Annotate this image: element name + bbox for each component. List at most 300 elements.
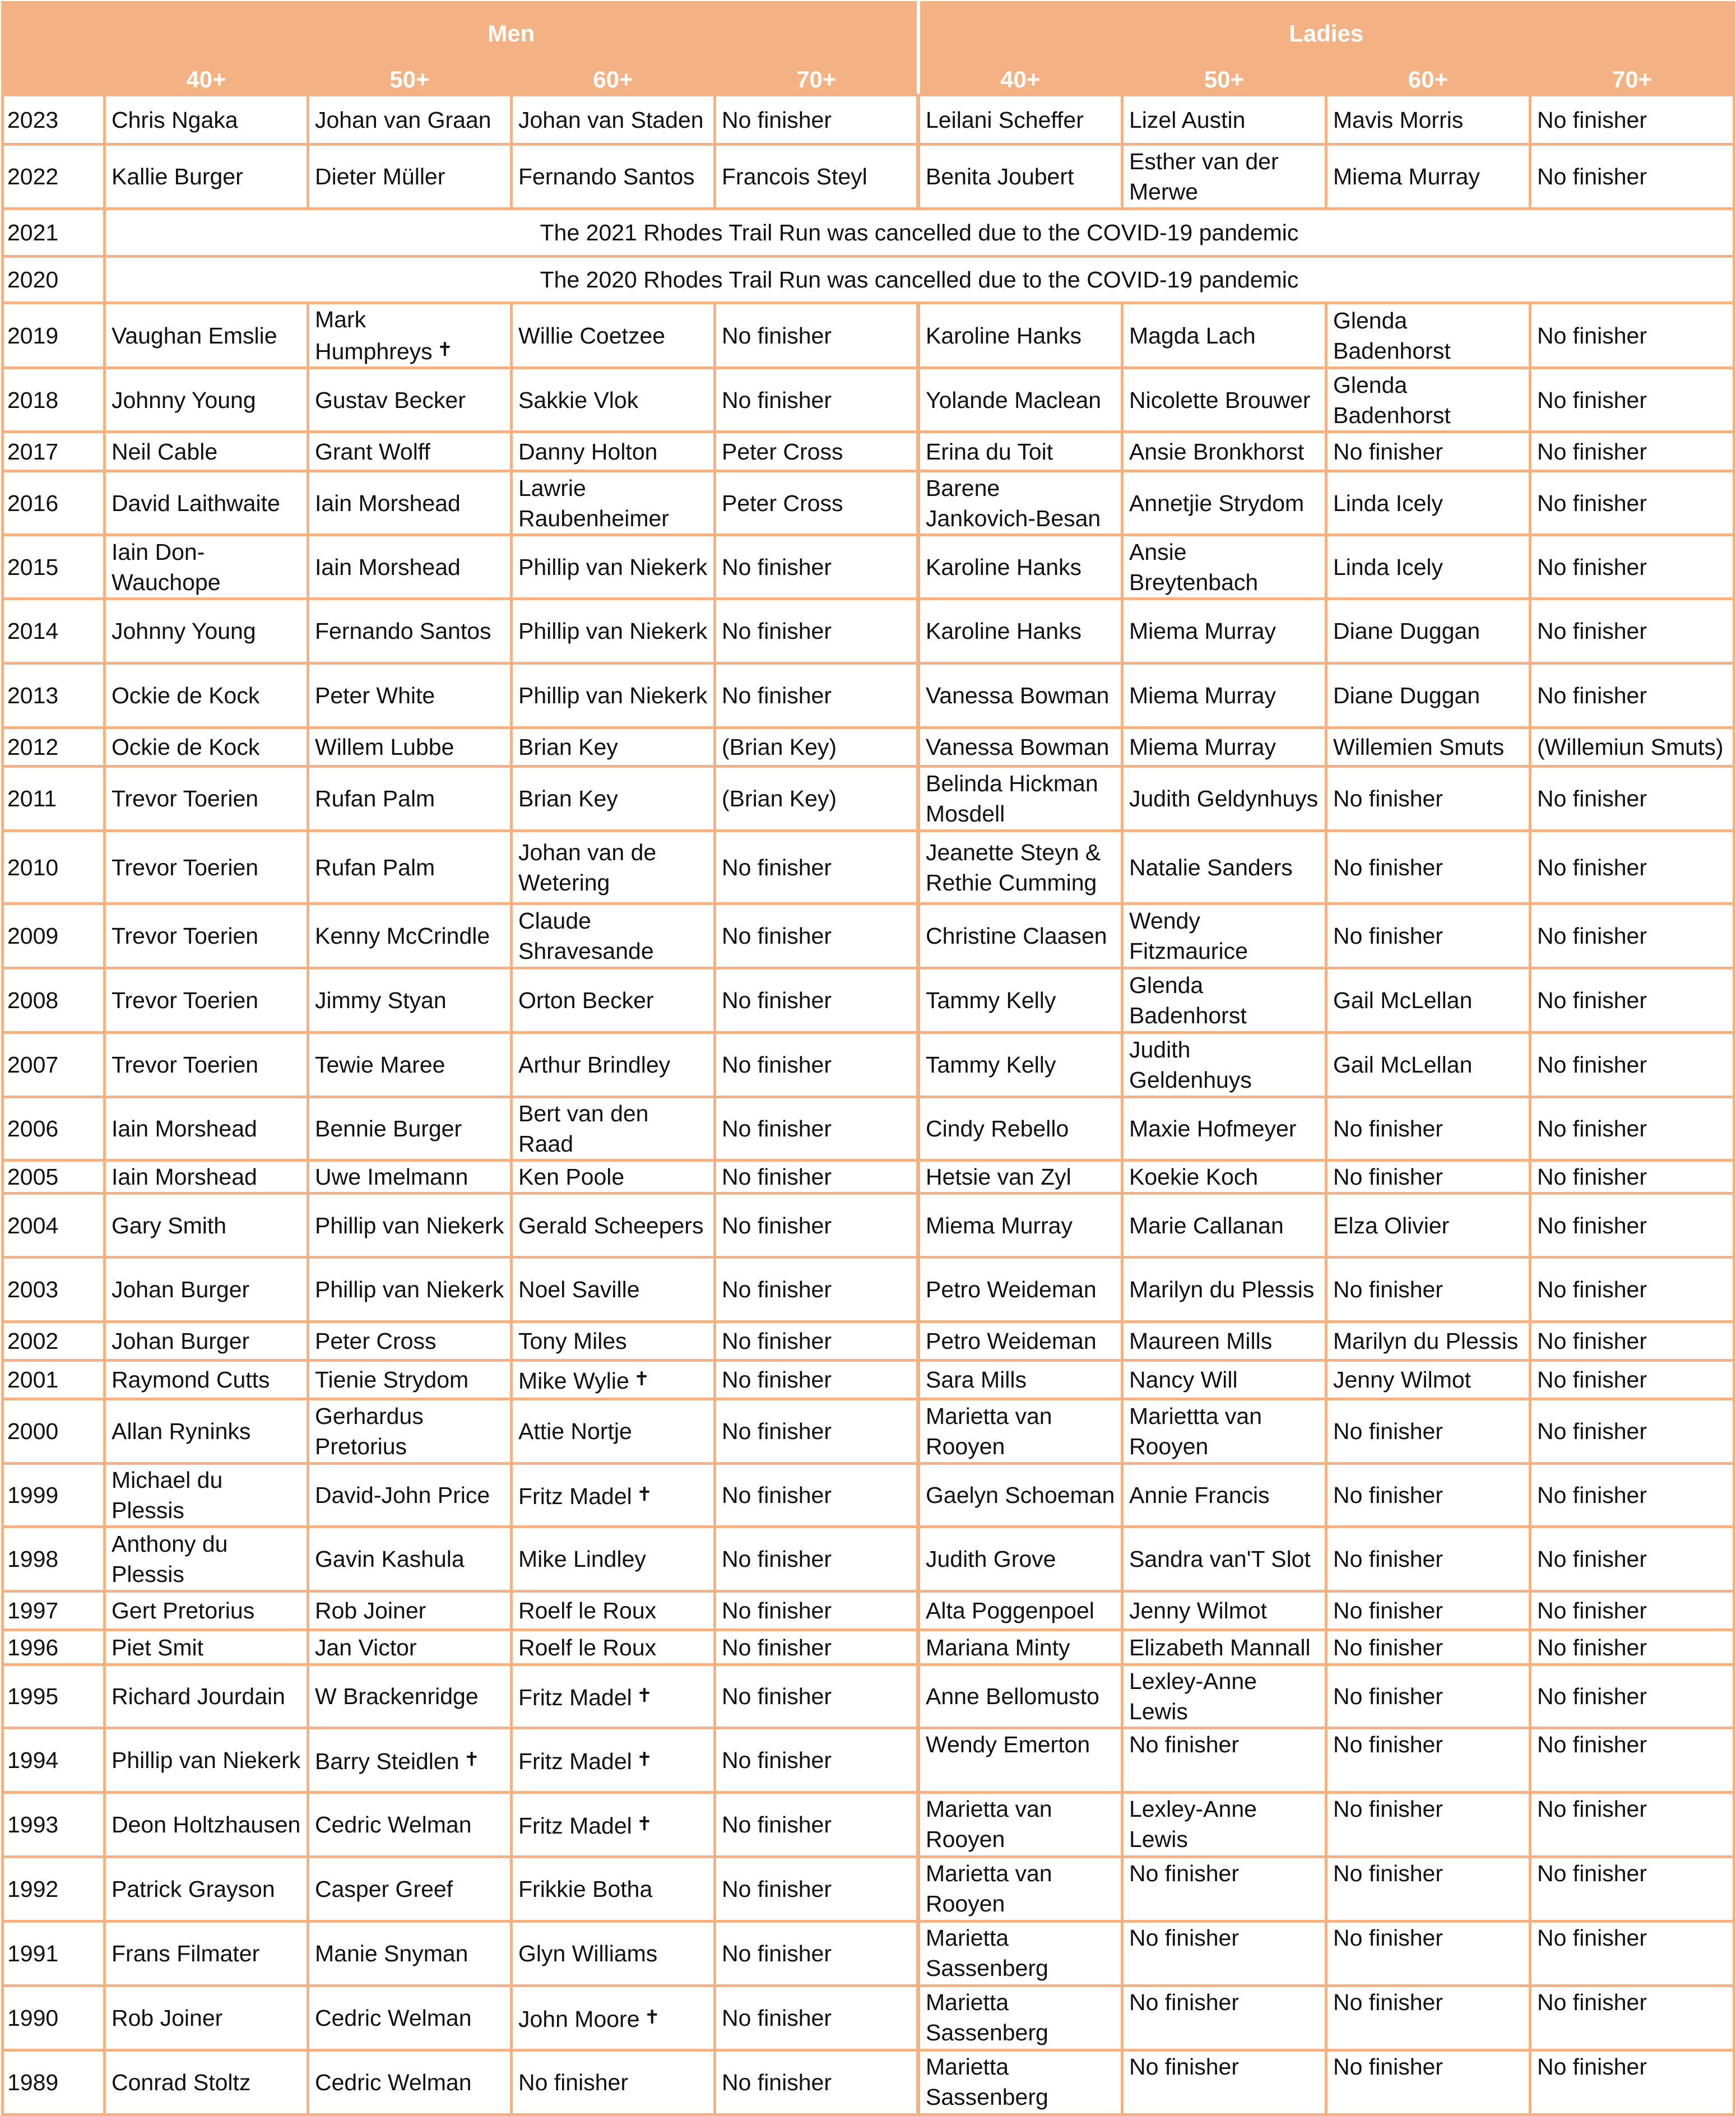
winner-cell-men-50	[308, 1194, 512, 1257]
winner-cell-men-40	[105, 1793, 308, 1857]
deceased-dagger-icon: ✝	[636, 1685, 653, 1706]
winner-cell-ladies-40	[918, 1322, 1122, 1361]
table-row	[3, 1322, 1734, 1361]
winner-name: No finisher	[722, 1598, 832, 1623]
winner-cell-ladies-40	[918, 1630, 1122, 1665]
winner-name: No finisher	[1333, 1860, 1443, 1886]
winner-cell-ladies-70	[1530, 1527, 1734, 1591]
winner-cell-men-70	[715, 1322, 918, 1361]
winner-cell-ladies-40	[918, 1527, 1122, 1591]
winner-cell-men-70	[715, 1527, 918, 1591]
year-cell: 1992	[3, 1857, 105, 1922]
winner-cell-men-70	[715, 1097, 918, 1161]
year-cell: 1996	[3, 1630, 105, 1665]
winner-cell-men-50	[308, 728, 512, 767]
table-row	[3, 831, 1734, 904]
winner-cell-ladies-60	[1326, 1464, 1530, 1527]
winner-cell-ladies-50	[1122, 1793, 1326, 1857]
year-cell: 1993	[3, 1793, 105, 1857]
winner-cell-men-50	[308, 1322, 512, 1361]
winner-cell-men-70	[715, 1591, 918, 1630]
winner-name: No finisher	[1537, 1732, 1647, 1757]
winner-name: Gail McLellan	[1333, 1052, 1473, 1078]
year-cell: 2004	[3, 1194, 105, 1257]
winner-name: Tony Miles	[518, 1328, 627, 1354]
winner-cell-ladies-60	[1326, 1793, 1530, 1857]
table-row	[3, 1728, 1734, 1793]
winner-name: Marietta Sassenberg	[926, 1989, 1048, 2045]
winner-cell-men-70	[715, 663, 918, 728]
winner-name: Mike Wylie	[518, 1367, 629, 1394]
winner-name: Casper Greef	[315, 1876, 453, 1902]
winner-name: Phillip van Niekerk	[518, 554, 708, 580]
ladies-category-70: 70+	[1530, 64, 1734, 95]
winner-cell-men-70	[715, 2050, 918, 2115]
winner-name: No finisher	[722, 1212, 832, 1238]
winner-name: Judith Geldynhuys	[1129, 786, 1319, 811]
year-cell: 2017	[3, 432, 105, 471]
winner-cell-men-60	[512, 368, 715, 432]
winner-cell-ladies-70	[1530, 904, 1734, 968]
winner-cell-ladies-40	[918, 95, 1122, 145]
table-row	[3, 1399, 1734, 1464]
winner-cell-men-60	[512, 1464, 715, 1527]
winner-name: No finisher	[722, 387, 832, 413]
ladies-category-40: 40+	[918, 64, 1122, 95]
winner-name: Miema Murray	[926, 1212, 1073, 1238]
winner-name: Hetsie van Zyl	[926, 1164, 1071, 1190]
winner-name: Christine Claasen	[926, 923, 1107, 949]
winner-cell-ladies-40	[918, 599, 1122, 663]
winner-name: Sandra van'T Slot	[1129, 1546, 1311, 1572]
winner-name: No finisher	[1537, 2054, 1647, 2080]
winner-name: Vaughan Emslie	[112, 322, 277, 349]
winner-name: Cedric Welman	[315, 2005, 472, 2031]
winner-cell-men-60	[512, 1257, 715, 1322]
winner-cell-ladies-50	[1122, 904, 1326, 968]
winner-cell-men-70	[715, 904, 918, 968]
header-group-row	[3, 3, 1734, 64]
winner-cell-men-40	[105, 1194, 308, 1257]
winner-cell-ladies-50	[1122, 767, 1326, 831]
winner-name: Uwe Imelmann	[315, 1164, 468, 1190]
winner-cell-men-40	[105, 535, 308, 599]
year-cell: 2013	[3, 663, 105, 728]
winner-cell-men-50	[308, 432, 512, 471]
winner-cell-ladies-70	[1530, 663, 1734, 728]
winner-name: Wendy Emerton	[926, 1732, 1090, 1757]
winner-name: No finisher	[722, 1328, 832, 1354]
winner-cell-ladies-60	[1326, 1399, 1530, 1464]
winner-cell-men-60	[512, 2050, 715, 2115]
winner-name: Jimmy Styan	[315, 987, 447, 1013]
winner-cell-men-50	[308, 1161, 512, 1194]
winner-cell-men-60	[512, 599, 715, 663]
winner-name: No finisher	[722, 987, 832, 1013]
winner-name: Koekie Koch	[1129, 1164, 1259, 1190]
winner-name: Deon Holtzhausen	[112, 1812, 301, 1837]
winner-name: Gary Smith	[112, 1212, 227, 1238]
winner-cell-ladies-50	[1122, 1630, 1326, 1665]
winner-cell-men-60	[512, 767, 715, 831]
winner-cell-ladies-40	[918, 303, 1122, 368]
winner-name: Jenny Wilmot	[1129, 1598, 1268, 1623]
winner-name: Mariana Minty	[926, 1634, 1070, 1660]
winner-cell-ladies-40	[918, 831, 1122, 904]
winner-cell-ladies-50	[1122, 535, 1326, 599]
winner-cell-ladies-60	[1326, 1986, 1530, 2050]
winner-cell-men-60	[512, 1665, 715, 1728]
winner-name: Kallie Burger	[112, 164, 243, 189]
ladies-category-60: 60+	[1326, 64, 1530, 95]
winner-name: Glyn Williams	[518, 1941, 658, 1966]
results-table-container	[1, 1, 1733, 2116]
winner-cell-men-60	[512, 535, 715, 599]
winner-name: Fritz Madel	[518, 1812, 632, 1839]
winner-cell-men-60	[512, 831, 715, 904]
table-row	[3, 1986, 1734, 2050]
winner-cell-men-50	[308, 2050, 512, 2115]
winner-cell-men-40	[105, 831, 308, 904]
winner-name: Barry Steidlen	[315, 1748, 459, 1774]
winner-cell-men-40	[105, 1097, 308, 1161]
winner-cell-ladies-60	[1326, 145, 1530, 209]
winner-name: Karoline Hanks	[926, 618, 1082, 644]
winner-cell-ladies-50	[1122, 663, 1326, 728]
winner-cell-men-50	[308, 95, 512, 145]
winner-name: Johan Burger	[112, 1277, 250, 1302]
winner-name: No finisher	[722, 1116, 832, 1141]
winner-name: No finisher	[1129, 1989, 1239, 2015]
winner-cell-ladies-40	[918, 432, 1122, 471]
year-cell: 2008	[3, 968, 105, 1033]
winner-name: Raymond Cutts	[112, 1367, 270, 1393]
winner-cell-men-40	[105, 767, 308, 831]
winner-cell-ladies-70	[1530, 1630, 1734, 1665]
winner-name: (Brian Key)	[722, 734, 837, 760]
winner-name: No finisher	[722, 1876, 832, 1902]
winner-name: Erina du Toit	[926, 438, 1053, 465]
winner-name: Tammy Kelly	[926, 1052, 1056, 1078]
winner-name: Diane Duggan	[1333, 618, 1480, 644]
winner-name: Johan Burger	[112, 1328, 250, 1354]
winner-cell-men-60	[512, 1591, 715, 1630]
winner-name: Roelf le Roux	[518, 1598, 657, 1623]
winner-name: Petro Weideman	[926, 1328, 1097, 1354]
winner-name: No finisher	[1537, 1796, 1647, 1822]
winner-cell-ladies-70	[1530, 368, 1734, 432]
year-cell: 2020	[3, 257, 105, 303]
winner-name: Iain Morshead	[315, 554, 461, 580]
winner-cell-ladies-60	[1326, 1033, 1530, 1097]
winner-cell-men-50	[308, 1257, 512, 1322]
winner-cell-ladies-60	[1326, 831, 1530, 904]
winner-cell-men-50	[308, 535, 512, 599]
winner-name: No finisher	[722, 322, 832, 349]
winner-cell-men-70	[715, 1361, 918, 1399]
winner-cell-ladies-70	[1530, 1361, 1734, 1399]
winner-cell-ladies-70	[1530, 728, 1734, 767]
winner-name: Ansie Bronkhorst	[1129, 438, 1305, 465]
table-row	[3, 1464, 1734, 1527]
winner-name: Johan van Graan	[315, 106, 491, 133]
winner-cell-ladies-70	[1530, 1793, 1734, 1857]
winner-cell-men-40	[105, 432, 308, 471]
winner-cell-ladies-50	[1122, 1464, 1326, 1527]
winner-cell-men-70	[715, 1793, 918, 1857]
winner-cell-ladies-60	[1326, 1527, 1530, 1591]
winner-cell-ladies-70	[1530, 1728, 1734, 1793]
winner-name: No finisher	[1333, 1796, 1443, 1822]
winner-name: Rob Joiner	[315, 1598, 426, 1623]
winner-name: No finisher	[722, 1277, 832, 1302]
winner-name: Iain Morshead	[315, 490, 461, 516]
winner-name: No finisher	[722, 1683, 832, 1709]
winner-name: No finisher	[1537, 322, 1647, 349]
winner-name: Lexley-Anne Lewis	[1129, 1668, 1257, 1724]
winner-cell-men-70	[715, 1857, 918, 1922]
winner-cell-men-60	[512, 95, 715, 145]
winner-name: Yolande Maclean	[926, 387, 1102, 413]
year-cell: 2019	[3, 303, 105, 368]
winner-cell-men-60	[512, 968, 715, 1033]
winner-name: No finisher	[1537, 1683, 1647, 1709]
winner-cell-men-70	[715, 968, 918, 1033]
winner-name: No finisher	[722, 1747, 832, 1773]
winner-cell-ladies-70	[1530, 2050, 1734, 2115]
winner-cell-men-50	[308, 1857, 512, 1922]
winner-name: Rufan Palm	[315, 854, 435, 880]
winner-name: Tammy Kelly	[926, 987, 1056, 1013]
winner-name: Trevor Toerien	[112, 1052, 259, 1078]
year-cell: 1998	[3, 1527, 105, 1591]
winner-cell-ladies-60	[1326, 1591, 1530, 1630]
winner-name: Phillip van Niekerk	[315, 1277, 504, 1302]
winner-name: No finisher	[1537, 1052, 1647, 1078]
table-row	[3, 1194, 1734, 1257]
winner-name: Lexley-Anne Lewis	[1129, 1796, 1257, 1852]
winner-name: Glenda Badenhorst	[1129, 972, 1247, 1028]
winner-name: No finisher	[1537, 1418, 1647, 1444]
winner-name: Fernando Santos	[518, 164, 695, 189]
year-cell: 2005	[3, 1161, 105, 1194]
winner-name: No finisher	[1537, 164, 1647, 189]
winner-name: Ansie Breytenbach	[1129, 539, 1259, 595]
winner-cell-ladies-70	[1530, 535, 1734, 599]
winner-name: No finisher	[1333, 1732, 1443, 1757]
winner-cell-ladies-60	[1326, 1922, 1530, 1986]
header-category-row	[3, 64, 1734, 95]
winner-name: No finisher	[722, 554, 832, 580]
winner-name: Magda Lach	[1129, 322, 1256, 349]
winner-cell-ladies-40	[918, 1986, 1122, 2050]
winner-name: No finisher	[722, 923, 832, 949]
winner-name: Gerald Scheepers	[518, 1212, 704, 1238]
winner-name: Elizabeth Mannall	[1129, 1634, 1311, 1660]
winner-name: Kenny McCrindle	[315, 923, 490, 949]
winner-cell-ladies-60	[1326, 1665, 1530, 1728]
winner-name: Diane Duggan	[1333, 683, 1480, 708]
winner-name: Vanessa Bowman	[926, 683, 1110, 708]
winner-cell-ladies-60	[1326, 663, 1530, 728]
winner-name: Iain Morshead	[112, 1116, 257, 1141]
winner-name: No finisher	[1537, 1546, 1647, 1572]
winner-cell-ladies-40	[918, 1793, 1122, 1857]
winner-cell-ladies-40	[918, 663, 1122, 728]
winner-cell-ladies-60	[1326, 1194, 1530, 1257]
winner-cell-men-60	[512, 904, 715, 968]
winner-name: Vanessa Bowman	[926, 734, 1110, 760]
winner-name: Miema Murray	[1333, 164, 1480, 189]
winner-name: Fritz Madel	[518, 1483, 632, 1509]
winner-name: Jan Victor	[315, 1634, 417, 1660]
winner-name: David Laithwaite	[112, 490, 280, 516]
winner-cell-ladies-70	[1530, 1257, 1734, 1322]
winner-name: Jeanette Steyn & Rethie Cumming	[926, 839, 1101, 895]
winner-name: No finisher	[1537, 387, 1647, 413]
winner-name: No finisher	[1537, 1164, 1647, 1190]
winner-cell-men-50	[308, 1464, 512, 1527]
winner-name: No finisher	[1333, 923, 1443, 949]
year-cell: 2006	[3, 1097, 105, 1161]
winner-name: No finisher	[722, 1546, 832, 1572]
winner-name: No finisher	[1537, 1925, 1647, 1951]
winner-name: Ken Poole	[518, 1164, 625, 1190]
winner-cell-ladies-60	[1326, 535, 1530, 599]
winner-cell-men-60	[512, 1097, 715, 1161]
winner-cell-men-40	[105, 1033, 308, 1097]
winner-name: David-John Price	[315, 1482, 490, 1508]
winner-name: Patrick Grayson	[112, 1876, 275, 1902]
winner-name: Glenda Badenhorst	[1333, 307, 1451, 364]
winner-name: Michael du Plessis	[112, 1467, 223, 1523]
winner-cell-ladies-70	[1530, 1986, 1734, 2050]
winner-cell-men-40	[105, 1161, 308, 1194]
winner-name: Cedric Welman	[315, 2069, 472, 2095]
winner-name: No finisher	[1333, 1683, 1443, 1709]
winner-cell-ladies-50	[1122, 831, 1326, 904]
winner-name: No finisher	[722, 1164, 832, 1190]
winner-name: Mark Humphreys	[315, 307, 433, 364]
winner-name: Miema Murray	[1129, 683, 1276, 708]
winner-cell-men-60	[512, 1793, 715, 1857]
table-body	[3, 95, 1734, 2115]
winner-cell-men-50	[308, 303, 512, 368]
winner-name: Willie Coetzee	[518, 322, 666, 349]
winner-name: Danny Holton	[518, 438, 658, 465]
winner-cell-men-60	[512, 663, 715, 728]
winner-cell-men-40	[105, 599, 308, 663]
year-cell: 2021	[3, 209, 105, 257]
winner-cell-ladies-60	[1326, 1728, 1530, 1793]
winner-name: No finisher	[1537, 1277, 1647, 1302]
winner-cell-men-60	[512, 1922, 715, 1986]
table-row	[3, 767, 1734, 831]
year-cell: 2023	[3, 95, 105, 145]
winner-name: Piet Smit	[112, 1634, 204, 1660]
winner-name: No finisher	[1333, 1598, 1443, 1623]
table-row	[3, 1591, 1734, 1630]
winner-cell-men-70	[715, 1464, 918, 1527]
winner-name: Fritz Madel	[518, 1748, 632, 1774]
winner-cell-men-70	[715, 599, 918, 663]
winner-name: Ockie de Kock	[112, 683, 260, 708]
winner-name: Manie Snyman	[315, 1941, 468, 1966]
winner-cell-ladies-70	[1530, 145, 1734, 209]
year-cell: 1995	[3, 1665, 105, 1728]
winner-name: No finisher	[1333, 1989, 1443, 2015]
winner-cell-ladies-40	[918, 1361, 1122, 1399]
winner-name: Marietta Sassenberg	[926, 2054, 1048, 2110]
winner-name: Annie Francis	[1129, 1482, 1270, 1508]
year-cell: 2016	[3, 471, 105, 535]
table-row	[3, 1097, 1734, 1161]
winner-cell-ladies-50	[1122, 1665, 1326, 1728]
winner-name: Gaelyn Schoeman	[926, 1482, 1115, 1508]
winner-name: Marilyn du Plessis	[1333, 1328, 1519, 1354]
winner-cell-ladies-40	[918, 1728, 1122, 1793]
winner-name: Attie Nortje	[518, 1418, 632, 1444]
winner-cell-men-60	[512, 145, 715, 209]
winner-cell-ladies-40	[918, 471, 1122, 535]
winner-name: Karoline Hanks	[926, 322, 1082, 349]
table-row	[3, 1630, 1734, 1665]
winner-cell-ladies-70	[1530, 1922, 1734, 1986]
winner-name: Johnny Young	[112, 618, 256, 644]
winner-cell-ladies-60	[1326, 728, 1530, 767]
winner-cell-men-60	[512, 432, 715, 471]
winner-cell-ladies-50	[1122, 1527, 1326, 1591]
men-category-70: 70+	[715, 64, 918, 95]
winner-cell-ladies-60	[1326, 599, 1530, 663]
winner-name: Bennie Burger	[315, 1116, 462, 1141]
winner-cell-ladies-50	[1122, 1728, 1326, 1793]
winner-cell-ladies-50	[1122, 368, 1326, 432]
winner-cell-ladies-70	[1530, 1665, 1734, 1728]
winner-cell-men-70	[715, 535, 918, 599]
results-table	[1, 1, 1735, 2116]
winner-name: Marie Callanan	[1129, 1212, 1284, 1238]
winner-name: No finisher	[1333, 1546, 1443, 1572]
winner-name: Marietta van Rooyen	[926, 1796, 1052, 1852]
winner-cell-men-40	[105, 1591, 308, 1630]
winner-cell-ladies-70	[1530, 1097, 1734, 1161]
winner-name: Brian Key	[518, 734, 618, 760]
winner-name: Frans Filmater	[112, 1941, 260, 1966]
winner-name: Anthony du Plessis	[112, 1531, 228, 1587]
winner-name: Peter Cross	[315, 1328, 437, 1354]
ladies-group-header: Ladies	[918, 3, 1734, 64]
winner-name: Willemien Smuts	[1333, 734, 1505, 760]
winner-name: Tewie Maree	[315, 1052, 445, 1078]
winner-cell-men-50	[308, 1793, 512, 1857]
winner-cell-ladies-50	[1122, 1986, 1326, 2050]
table-row	[3, 1793, 1734, 1857]
table-row	[3, 2050, 1734, 2115]
winner-cell-ladies-70	[1530, 1591, 1734, 1630]
winner-name: Mariettta van Rooyen	[1129, 1403, 1262, 1459]
winner-cell-men-70	[715, 1194, 918, 1257]
winner-name: No finisher	[1129, 1925, 1239, 1951]
winner-cell-men-40	[105, 1986, 308, 2050]
winner-cell-ladies-70	[1530, 831, 1734, 904]
winner-cell-men-50	[308, 1728, 512, 1793]
winner-cell-men-40	[105, 1322, 308, 1361]
winner-cell-ladies-50	[1122, 1361, 1326, 1399]
winner-cell-ladies-50	[1122, 1322, 1326, 1361]
winner-name: Sakkie Vlok	[518, 387, 639, 413]
winner-cell-men-50	[308, 1630, 512, 1665]
